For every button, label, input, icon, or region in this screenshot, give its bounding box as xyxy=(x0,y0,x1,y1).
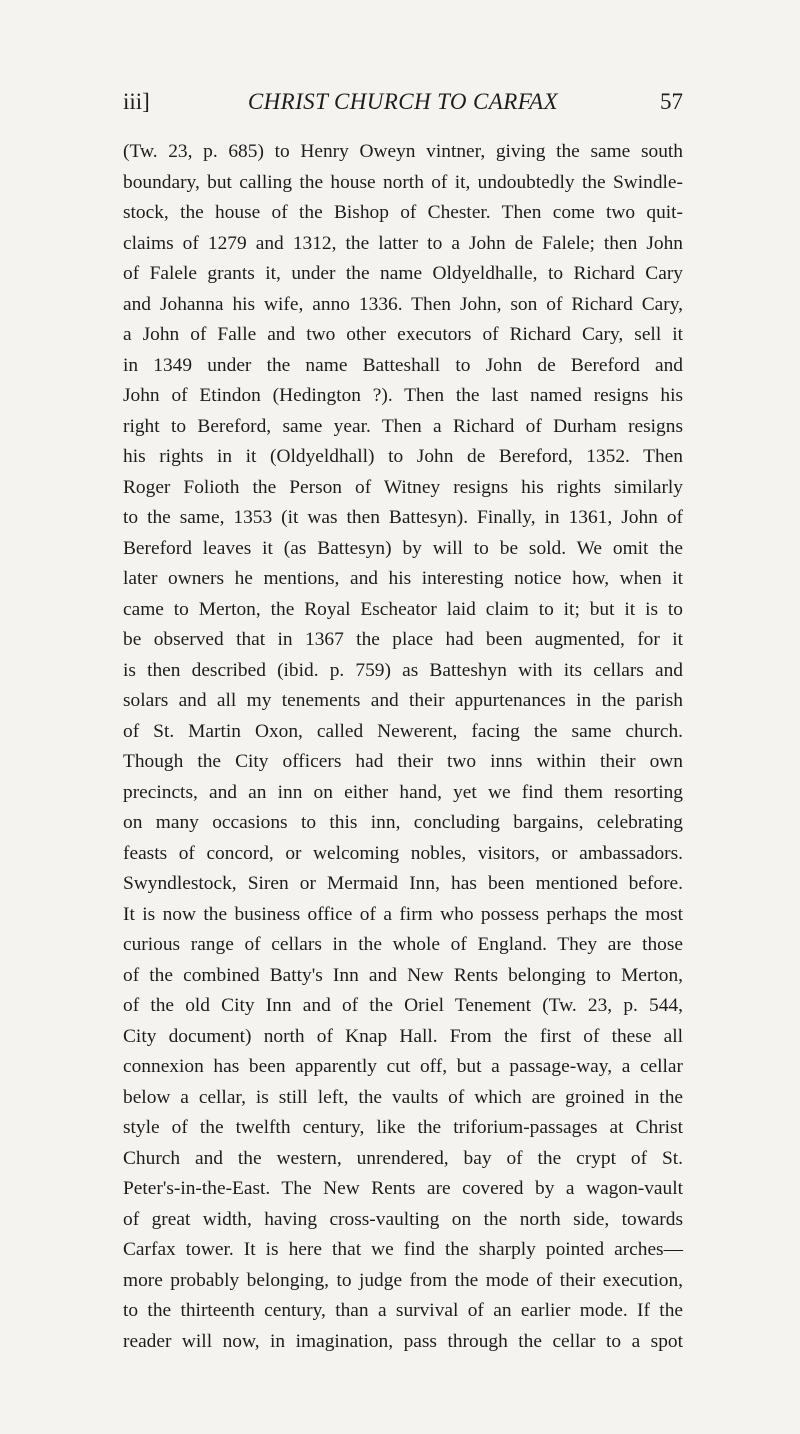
text-line: be observed that in 1367 the place had been augmented, for it xyxy=(123,629,683,650)
text-line: solars and all my tenements and their appurtenances in the parish xyxy=(123,690,683,711)
text-line: Roger Folioth the Person of Witney resigns his rights similarly xyxy=(123,476,683,498)
text-line: of great width, having cross-vaulting on the north side, towards xyxy=(123,1208,683,1230)
text-line: right to Bereford, same year. Then a Richard of Durham resigns xyxy=(123,415,683,437)
text-line: Bereford leaves it (as Battesyn) by will to be sold. We omit the xyxy=(123,537,683,559)
text-line: It is now the business office of a firm who possess perhaps the most xyxy=(123,903,683,925)
text-line: of St. Martin Oxon, called Newerent, facing the same church. xyxy=(123,720,683,742)
chapter-number: iii] xyxy=(123,89,150,114)
text-line: boundary, but calling the house north of it, undoubtedly the Swindle- xyxy=(123,171,683,193)
text-line: connexion has been apparently cut off, but a passage-way, a cellar xyxy=(123,1056,683,1077)
text-line: in 1349 under the name Batteshall to John de Bereford and xyxy=(123,354,683,376)
text-line: John of Etindon (Hedington ?). Then the last named resigns his xyxy=(123,385,683,406)
text-line: to the thirteenth century, than a survival of an earlier mode. If the xyxy=(123,1300,683,1321)
text-line: reader will now, in imagination, pass through the cellar to a spot xyxy=(123,1330,683,1352)
text-line: of the old City Inn and of the Oriel Tenement (Tw. 23, p. 544, xyxy=(123,995,683,1016)
text-line: feasts of concord, or welcoming nobles, visitors, or ambassadors. xyxy=(123,842,683,864)
text-line: and Johanna his wife, anno 1336. Then John, son of Richard Cary, xyxy=(123,293,683,315)
text-line: (Tw. 23, p. 685) to Henry Oweyn vintner, giving the same south xyxy=(123,141,683,162)
text-line: stock, the house of the Bishop of Chester. Then come two quit- xyxy=(123,202,683,223)
text-line: precincts, and an inn on either hand, yet we find them resorting xyxy=(123,781,683,803)
text-line: a John of Falle and two other executors of Richard Cary, sell it xyxy=(123,324,683,345)
text-line: of the combined Batty's Inn and New Rents belonging to Merton, xyxy=(123,964,683,986)
text-line: claims of 1279 and 1312, the latter to a John de Falele; then John xyxy=(123,232,683,254)
text-line: came to Merton, the Royal Escheator laid claim to it; but it is to xyxy=(123,598,683,620)
page-number: 57 xyxy=(660,89,683,114)
running-title: CHRIST CHURCH TO CARFAX xyxy=(247,89,559,114)
text-line: below a cellar, is still left, the vaults of which are groined in the xyxy=(123,1086,683,1108)
text-line: Church and the western, unrendered, bay of the crypt of St. xyxy=(123,1147,683,1169)
body-text xyxy=(123,137,683,1357)
text-line: his rights in it (Oldyeldhall) to John de Bereford, 1352. Then xyxy=(123,446,683,467)
text-line: Peter's-in-the-East. The New Rents are covered by a wagon-vault xyxy=(123,1178,683,1199)
text-line: Carfax tower. It is here that we find the sharply pointed arches— xyxy=(123,1239,683,1260)
text-line: Swyndlestock, Siren or Mermaid Inn, has been mentioned before. xyxy=(123,873,683,894)
text-line: more probably belonging, to judge from the mode of their execution, xyxy=(123,1269,683,1291)
text-line: on many occasions to this inn, concluding bargains, celebrating xyxy=(123,812,683,833)
text-line: is then described (ibid. p. 759) as Batteshyn with its cellars and xyxy=(123,659,683,681)
text-line: later owners he mentions, and his interesting notice how, when it xyxy=(123,568,683,589)
text-line: curious range of cellars in the whole of England. They are those xyxy=(123,934,683,955)
text-line: Though the City officers had their two inns within their own xyxy=(123,751,683,772)
text-line: style of the twelfth century, like the triforium-passages at Christ xyxy=(123,1117,683,1138)
text-line: to the same, 1353 (it was then Battesyn). Finally, in 1361, John of xyxy=(123,507,683,528)
text-line: City document) north of Knap Hall. From the first of these all xyxy=(123,1025,683,1047)
running-head xyxy=(123,82,683,122)
text-line: of Falele grants it, under the name Oldyeldhalle, to Richard Cary xyxy=(123,263,683,284)
